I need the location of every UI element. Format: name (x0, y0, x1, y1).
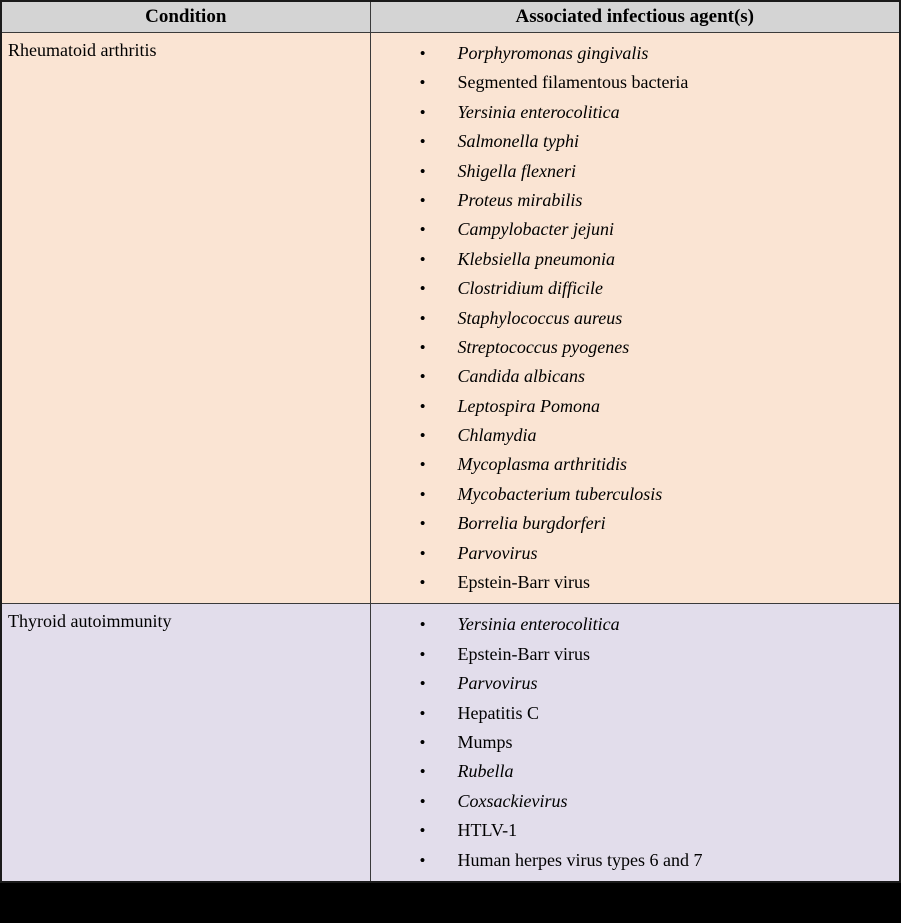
agent-list (371, 604, 900, 881)
header-row (1, 1, 900, 33)
list-item: • Yersinia enterocolitica (371, 610, 900, 639)
column-header-agents: Associated infectious agent(s) (370, 1, 900, 33)
list-item: • Rubella (371, 757, 900, 786)
list-item: • Segmented filamentous bacteria (371, 68, 900, 97)
list-item: • Campylobacter jejuni (371, 215, 900, 244)
list-item: • Mycoplasma arthritidis (371, 450, 900, 479)
list-item: • Salmonella typhi (371, 127, 900, 156)
list-item: • Staphylococcus aureus (371, 304, 900, 333)
agents-cell (370, 33, 900, 604)
list-item: • Yersinia enterocolitica (371, 98, 900, 127)
agent-list (371, 33, 900, 603)
list-item: • Coxsackievirus (371, 787, 900, 816)
list-item: • Streptococcus pyogenes (371, 333, 900, 362)
list-item: • Mycobacterium tuberculosis (371, 480, 900, 509)
list-item: • Epstein-Barr virus (371, 640, 900, 669)
list-item: • Human herpes virus types 6 and 7 (371, 846, 900, 875)
list-item: • Epstein-Barr virus (371, 568, 900, 597)
table-body (1, 33, 900, 882)
list-item: • Hepatitis C (371, 699, 900, 728)
condition-cell (1, 604, 370, 882)
list-item: • Clostridium difficile (371, 274, 900, 303)
list-item: • HTLV-1 (371, 816, 900, 845)
list-item: • Chlamydia (371, 421, 900, 450)
table-header (1, 1, 900, 33)
list-item: • Borrelia burgdorferi (371, 509, 900, 538)
list-item: • Porphyromonas gingivalis (371, 39, 900, 68)
list-item: • Proteus mirabilis (371, 186, 900, 215)
list-item: • Parvovirus (371, 669, 900, 698)
condition-name: Rheumatoid arthritis (8, 40, 157, 60)
list-item: • Shigella flexneri (371, 157, 900, 186)
list-item: • Parvovirus (371, 539, 900, 568)
agents-cell (370, 604, 900, 882)
table-row (1, 33, 900, 604)
list-item: • Candida albicans (371, 362, 900, 391)
list-item: • Klebsiella pneumonia (371, 245, 900, 274)
list-item: • Leptospira Pomona (371, 392, 900, 421)
list-item: • Mumps (371, 728, 900, 757)
table-row (1, 604, 900, 882)
column-header-condition: Condition (1, 1, 370, 33)
condition-name: Thyroid autoimmunity (8, 611, 172, 632)
condition-cell (1, 33, 370, 604)
